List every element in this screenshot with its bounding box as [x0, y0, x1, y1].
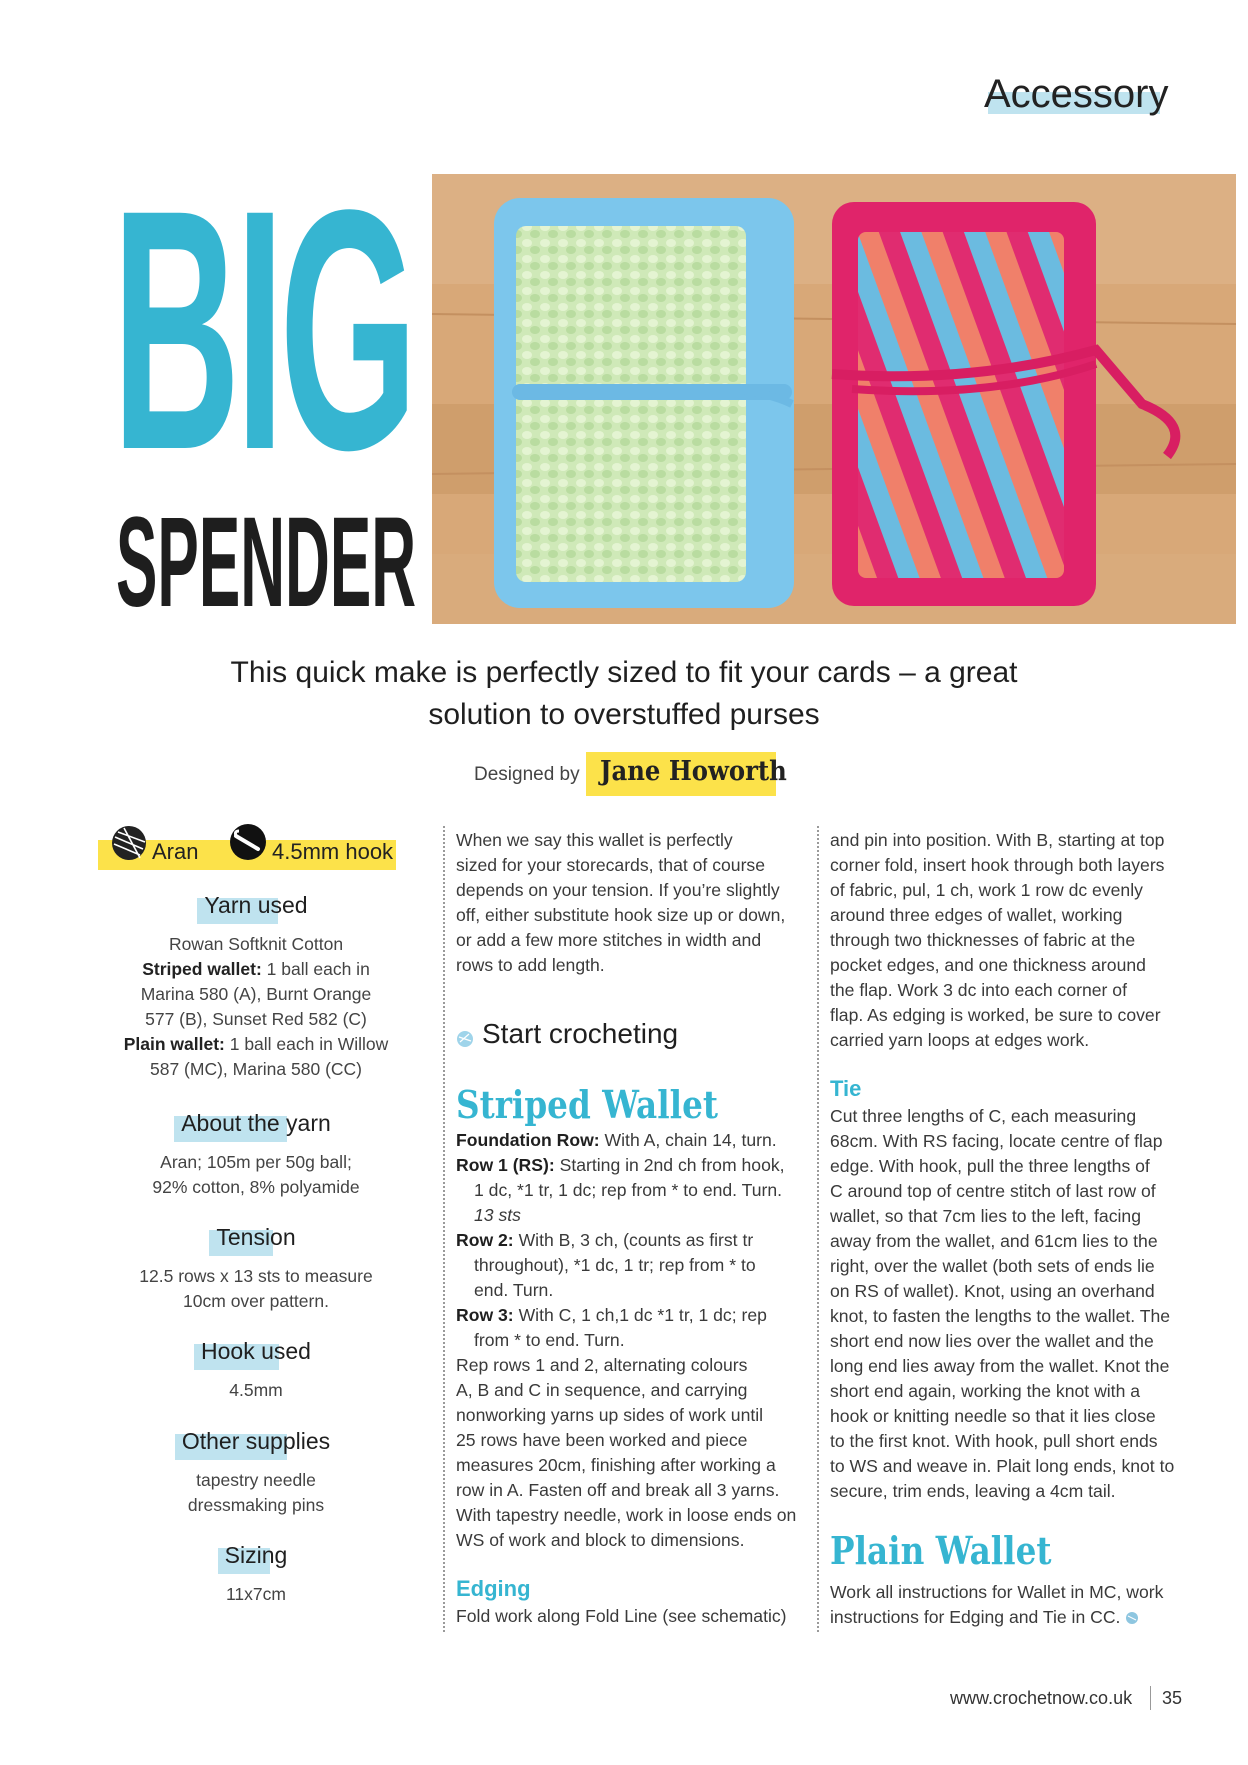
intro-text	[180, 652, 1068, 736]
other-supplies-body: tapestry needle dressmaking pins	[187, 1470, 325, 1515]
striped-wallet-pattern: Foundation Row: With A, chain 14, turn. Row 1 (RS): Starting in 2nd ch from hook, 1 dc, *1 tr, 1 dc; rep from * to end. Turn. 13 sts Row 2: With B, 3 ch, (counts as first tr throughout), *1 dc, 1 tr; rep from * to end. Turn. Row 3: With C, 1 ch,1 dc *1 tr, 1 dc; rep from * to end. Turn. Rep rows 1 and 2, alternating colours A, B and C in sequence, and carrying nonworking yarns up sides of work until 25 rows have been worked and piece measures 20cm, finishing after working a row in A. Fasten off and break all 3 yarns. With tapestry needle, work in loose ends on WS of work and block to dimensions.	[456, 1130, 797, 1550]
designer-name: Jane Howorth	[600, 756, 787, 787]
tension-heading: Tension	[106, 1224, 406, 1258]
column-divider-2	[817, 826, 819, 1632]
designed-by-label: Designed by	[474, 764, 580, 785]
intro-line-2: solution to overstuffed purses	[428, 698, 820, 731]
plain-wallet-text: Work all instructions for Wallet in MC, work instructions for Edging and Tie in CC.	[830, 1582, 1164, 1627]
wallets-photo	[432, 174, 1236, 624]
about-yarn-body: Aran; 105m per 50g ball; 92% cotton, 8% polyamide	[152, 1152, 360, 1197]
hook-used-body: 4.5mm	[229, 1380, 283, 1400]
tension-body: 12.5 rows x 13 sts to measure 10cm over pattern.	[139, 1266, 373, 1311]
edging-heading: Edging	[456, 1576, 531, 1601]
tie-heading: Tie	[830, 1076, 862, 1101]
sizing-body: 11x7cm	[226, 1584, 286, 1604]
footer-separator	[1150, 1686, 1151, 1710]
footer-url[interactable]: www.crochetnow.co.uk	[950, 1688, 1133, 1708]
title-big: BIG	[112, 139, 413, 521]
crochet-hook-icon	[228, 822, 268, 862]
yarn-used-body: Rowan Softknit Cotton Striped wallet: 1 ball each in Marina 580 (A), Burnt Orange 577 (B), Sunset Red 582 (C) Plain wallet: 1 ball each in Willow 587 (MC), Marina 580 (CC)	[123, 934, 389, 1079]
hook-used-heading: Hook used	[106, 1338, 406, 1372]
other-supplies-heading: Other supplies	[106, 1428, 406, 1462]
end-dot-icon	[1125, 1611, 1139, 1625]
section-tag-label: Accessory	[984, 72, 1169, 116]
intro-line-1: This quick make is perfectly sized to fit your cards – a great	[230, 656, 1018, 689]
edging-text-start: Fold work along Fold Line (see schematic)	[456, 1606, 787, 1626]
column-divider-1	[443, 826, 445, 1632]
striped-wallet-heading: Striped Wallet	[456, 1082, 718, 1127]
page-number: 35	[1162, 1688, 1183, 1708]
spec-yarn-weight: Aran	[152, 839, 199, 864]
tie-text: Cut three lengths of C, each measuring 68cm. With RS facing, locate centre of flap edge. With hook, pull the three lengths of C around top of centre stitch of last row of wallet, so that 7cm lies to the left, facing away from the wallet, and 61cm lies to the right, over the wallet (both sets of ends lie on RS of wallet). Knot, using an overhand knot, to fasten the lengths to the wallet. The short end now lies over the wallet and the long end lies away from the wallet. Knot the short end again, working the knot with a hook or knitting needle so that it lies close to the first knot. With hook, pull short ends to WS and weave in. Plait long ends, knot to secure, trim ends, leaving a 4cm tail.	[830, 1106, 1175, 1501]
plain-wallet-heading: Plain Wallet	[830, 1528, 1052, 1573]
col2-intro: When we say this wallet is perfectly sized for your storecards, that of course depends on your tension. If you’re slightly off, either substitute hook size up or down, or add a few more stitches in width and rows to add length.	[456, 830, 786, 975]
about-yarn-heading: About the yarn	[106, 1110, 406, 1144]
section-tag	[970, 68, 1182, 118]
yarn-ball-icon	[110, 824, 148, 862]
title-spender: SPENDER	[116, 491, 417, 634]
yarn-used-heading: Yarn used	[106, 892, 406, 926]
spec-hook-size: 4.5mm hook	[272, 839, 394, 864]
sizing-heading: Sizing	[106, 1542, 406, 1576]
start-crocheting-heading: Start crocheting	[482, 1018, 679, 1049]
edging-text-continued: and pin into position. With B, starting at top corner fold, insert hook through both layers of fabric, pul, 1 ch, work 1 row dc evenly around three edges of wallet, working through two thicknesses of fabric at the pocket edges, and one thickness around the flap. Work 3 dc into each corner of flap. As edging is worked, be sure to cover carried yarn loops at edges work.	[830, 830, 1165, 1050]
yarn-dot-icon	[456, 1030, 474, 1048]
